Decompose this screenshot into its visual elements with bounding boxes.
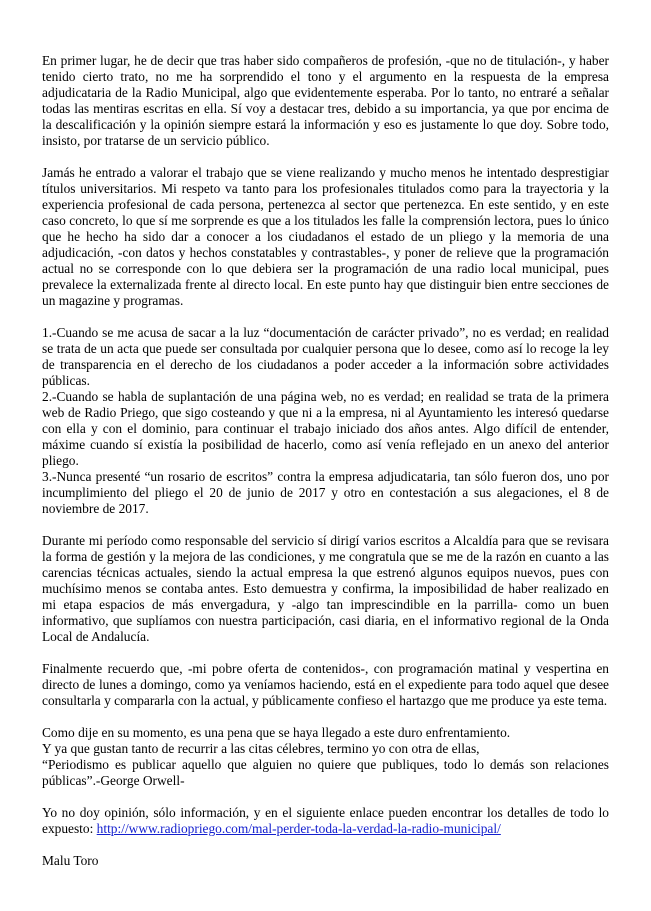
paragraph-respect: Jamás he entrado a valorar el trabajo que se viene realizando y mucho menos he intentado desprestigiar títulos universitarios. Mi respeto va tanto para los profesionales titulados como para la trayectoria y la experiencia profesional de cada persona, pertenezca al sector que pertenezca. En este sentido, y en este caso concreto, lo que sí me sorprende es que a los titulados les falle la comprensión lectora, pues lo único que he hecho ha sido dar a conocer a los ciudadanos el estado de un pliego y la memoria de una adjudicación, -con datos y hechos constatables y contrastables-, y poner de relieve que la programación actual no se corresponde con lo que debiera ser la programación de una radio local municipal, pues prevalece la externalizada frente al directo local. En este punto hay que distinguir bien entre secciones de un magazine y programas. <box>42 165 609 308</box>
closing-block <box>42 725 609 789</box>
list-item-1: 1.-Cuando se me acusa de sacar a la luz “documentación de carácter privado”, no es verdad; en realidad se trata de un acta que puede ser consultada por cualquier persona que lo desee, como así lo recoge la ley de transparencia en el derecho de los ciudadanos a poder acceder a la información sobre actividades públicas. <box>42 325 609 388</box>
paragraph-finally: Finalmente recuerdo que, -mi pobre oferta de contenidos-, con programación matinal y vespertina en directo de lunes a domingo, como ya veníamos haciendo, está en el expediente para todo aquel que desee consultarla y compararla con la actual, y públicamente confieso el hartazgo que me produce ya este tema. <box>42 661 609 708</box>
paragraph-period: Durante mi período como responsable del servicio sí dirigí varios escritos a Alcaldía para que se revisara la forma de gestión y la mejora de las condiciones, y me congratula que se me de la razón en cuanto a las carencias técnicas actuales, siendo la actual empresa la que estrenó algunos equipos nuevos, pues con muchísimo menos se contaba antes. Esto demuestra y confirma, la imposibilidad de haber realizado en mi etapa espacios de más envergadura, y -algo tan imprescindible en la parrilla- como un buen informativo, que suplíamos con nuestra participación, casi diaria, en el informativo regional de la Onda Local de Andalucía. <box>42 533 609 644</box>
closing-line-1: Como dije en su momento, es una pena que se haya llegado a este duro enfrentamiento. <box>42 725 511 740</box>
paragraph-intro: En primer lugar, he de decir que tras haber sido compañeros de profesión, -que no de titulación-, y haber tenido cierto trato, no me ha sorprendido el tono y el argumento en la respuesta de la empresa adjudicataria de la Radio Municipal, algo que evidentemente esperaba. Por lo tanto, no entraré a señalar todas las mentiras escritas en ella. Sí voy a destacar tres, debido a su importancia, ya que por encima de la descalificación y la opinión siempre estará la información y eso es justamente lo que doy. Sobre todo, insisto, por tratarse de un servicio público. <box>42 53 609 148</box>
list-item-2: 2.-Cuando se habla de suplantación de una página web, no es verdad; en realidad se trata de la primera web de Radio Priego, que sigo costeando y que ni a la empresa, ni al Ayuntamiento les interesó quedarse con ella y con el dominio, para continuar el trabajo iniciado dos años antes. Algo difícil de entender, máxime cuando sí existía la posibilidad de hacerlo, como así venía reflejado en un anexo del anterior pliego. <box>42 389 609 468</box>
final-paragraph <box>42 805 609 837</box>
signature: Malu Toro <box>42 853 99 868</box>
radiopriego-link[interactable]: http://www.radiopriego.com/mal-perder-toda-la-verdad-la-radio-municipal/ <box>96 821 501 836</box>
closing-quote: “Periodismo es publicar aquello que alguien no quiere que publiques, todo lo demás son relaciones públicas”.-George Orwell- <box>42 757 609 788</box>
numbered-list <box>42 325 609 517</box>
final-paragraph-text: Yo no doy opinión, sólo información, y en el siguiente enlace pueden encontrar los detalles de todo lo expuesto: <box>42 805 609 836</box>
list-item-3: 3.-Nunca presenté “un rosario de escritos” contra la empresa adjudicataria, tan sólo fueron dos, uno por incumplimiento del pliego el 20 de junio de 2017 y otro en contestación a sus alegaciones, el 8 de noviembre de 2017. <box>42 469 609 516</box>
closing-line-2: Y ya que gustan tanto de recurrir a las citas célebres, termino yo con otra de ellas, <box>42 741 480 756</box>
